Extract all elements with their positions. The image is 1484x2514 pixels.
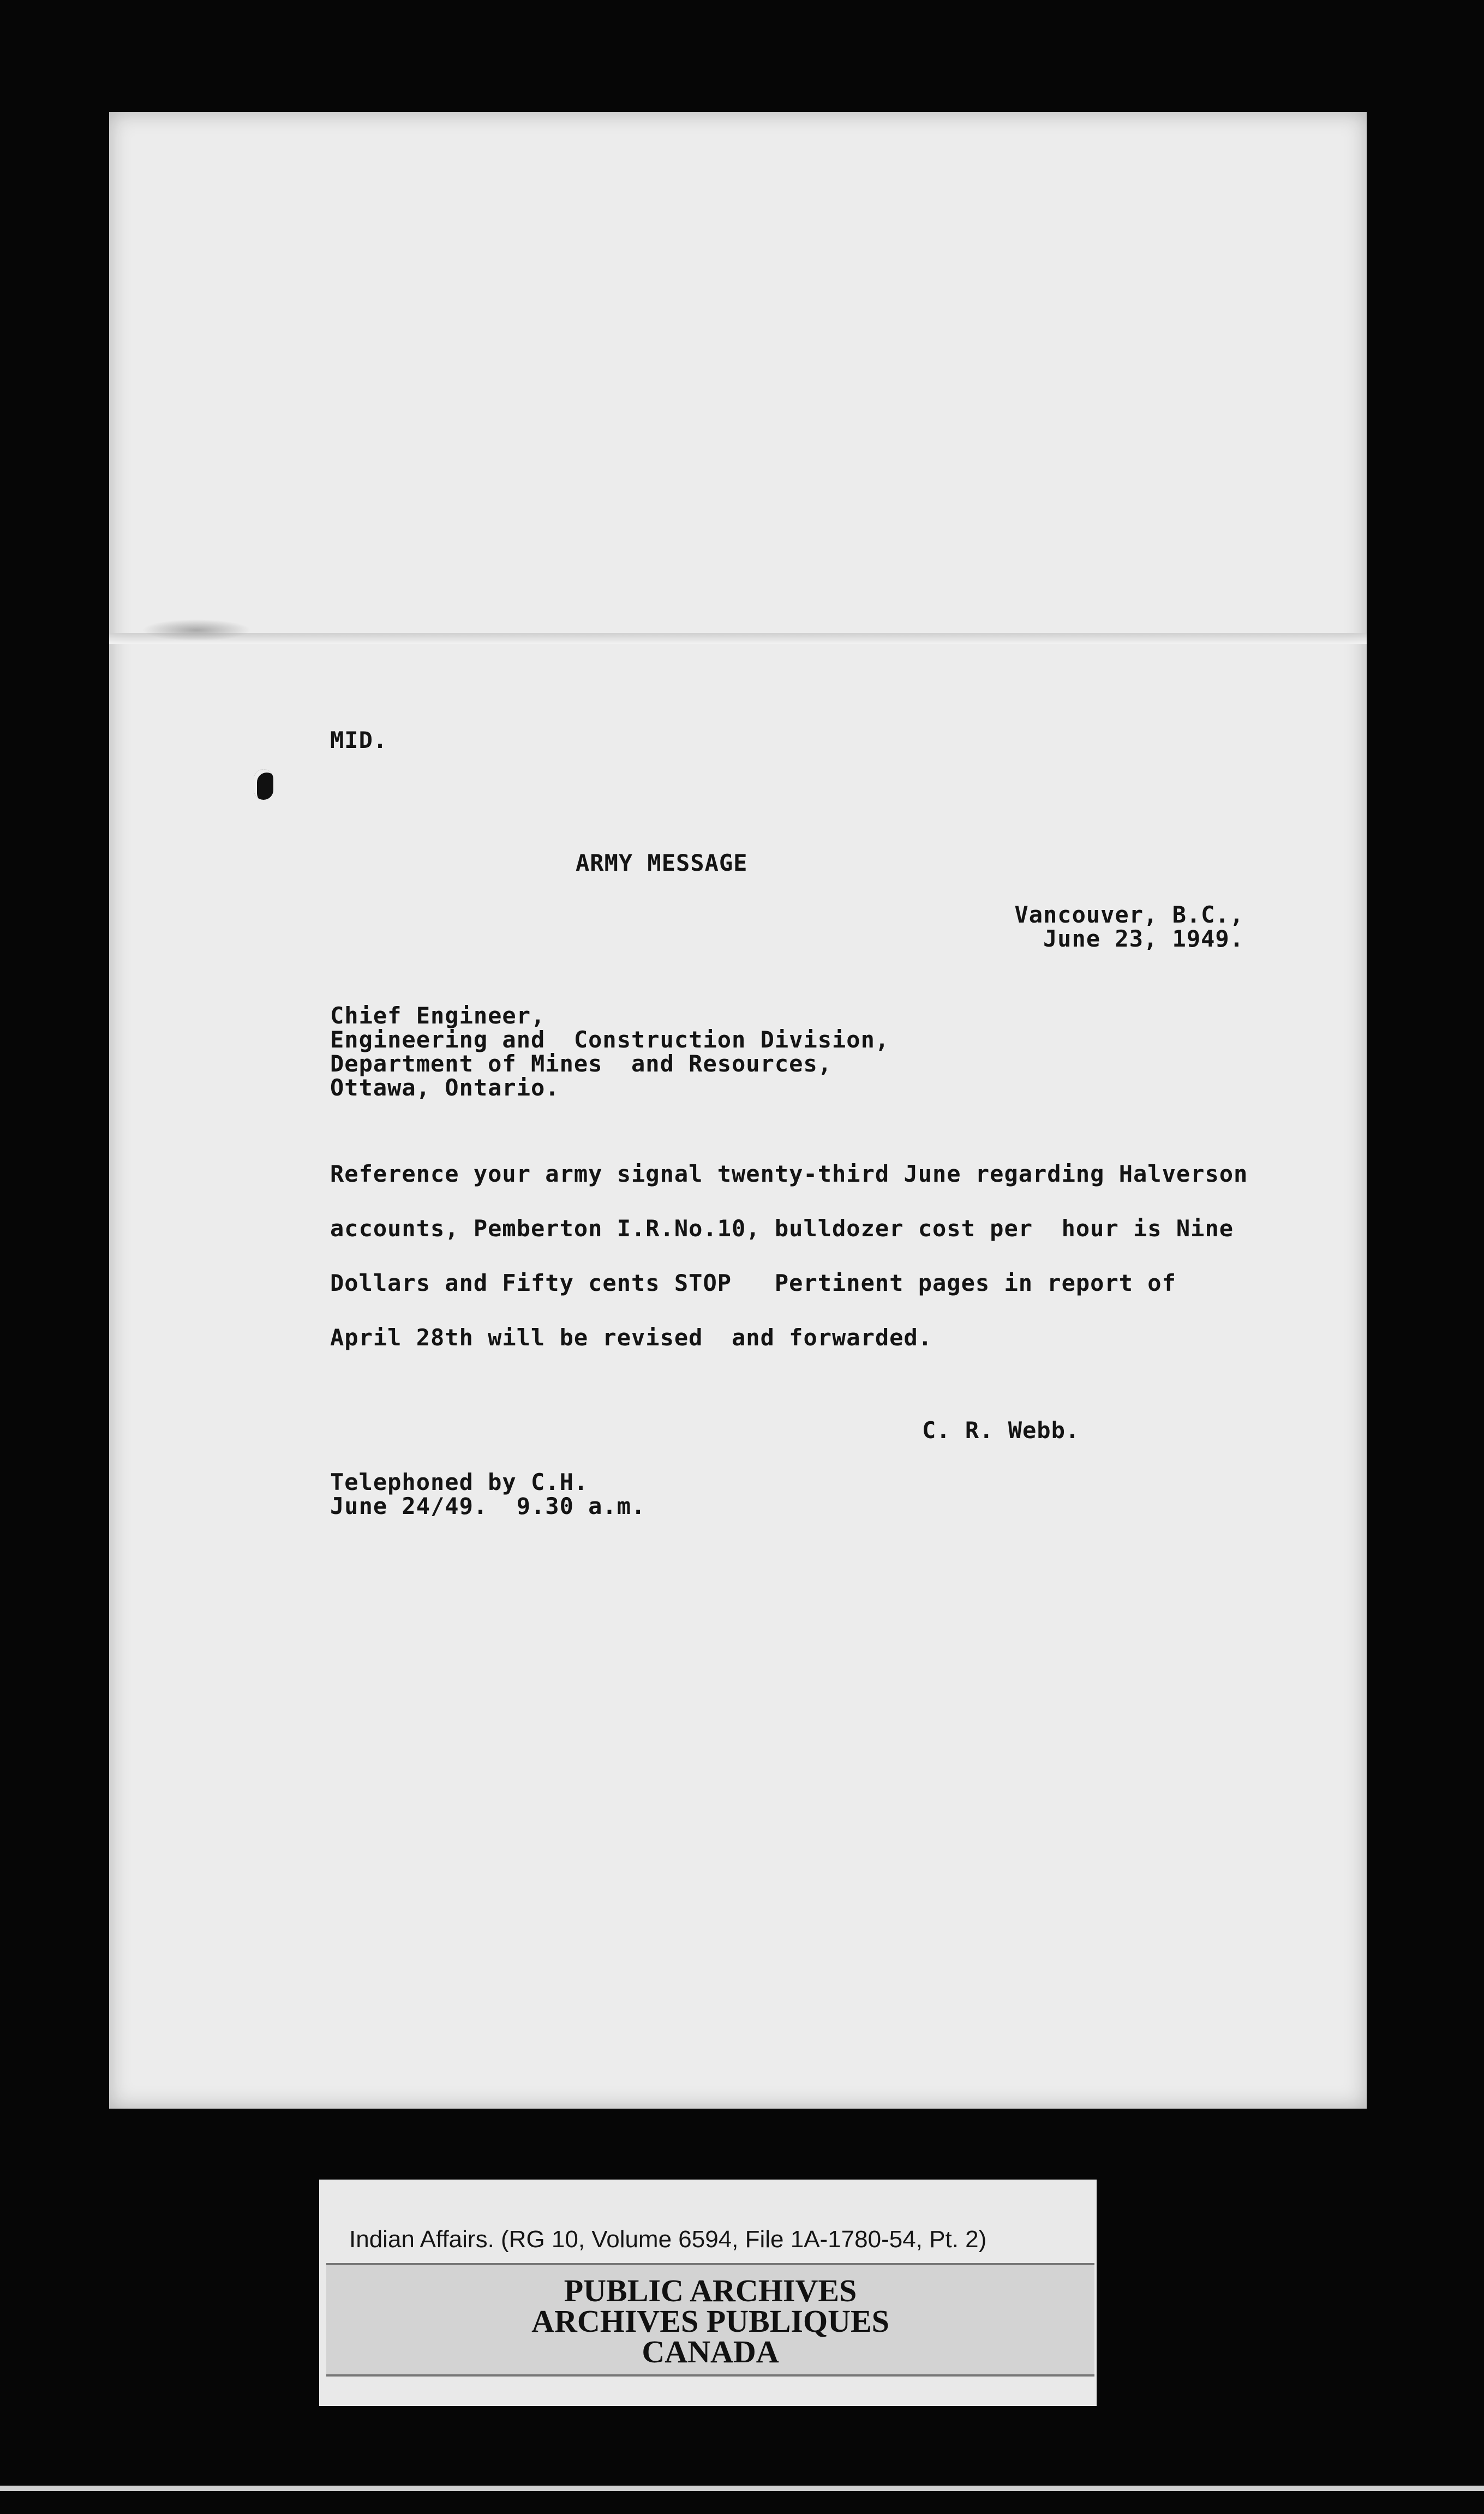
- body-line: Dollars and Fifty cents STOP Pertinent pages in report of: [330, 1270, 1176, 1296]
- address-line: Chief Engineer,: [330, 1002, 546, 1029]
- paper-clip-mark: [254, 769, 273, 800]
- recipient-address: [330, 1004, 889, 1100]
- signature: C. R. Webb.: [922, 1417, 1080, 1444]
- document-page: [109, 112, 1367, 2109]
- body-line: April 28th will be revised and forwarded.: [330, 1324, 933, 1351]
- message-title: ARMY MESSAGE: [576, 849, 748, 876]
- address-line: Department of Mines and Resources,: [330, 1050, 833, 1077]
- telephoned-line: Telephoned by C.H.: [330, 1469, 589, 1495]
- stamp-line: ARCHIVES PUBLIQUES: [531, 2303, 889, 2339]
- place-date-block: [1014, 903, 1244, 951]
- body-line: accounts, Pemberton I.R.No.10, bulldozer cost per hour is Nine: [330, 1215, 1234, 1242]
- fold-smudge: [142, 619, 251, 641]
- bottom-rule: [0, 2486, 1484, 2491]
- place-line: Vancouver, B.C.,: [1014, 901, 1244, 928]
- archive-stamp: [326, 2263, 1094, 2377]
- telephoned-note: [330, 1470, 645, 1518]
- body-line: Reference your army signal twenty-third June regarding Halverson: [330, 1160, 1248, 1187]
- address-line: Engineering and Construction Division,: [330, 1026, 890, 1053]
- file-reference: MID.: [330, 727, 388, 753]
- address-line: Ottawa, Ontario.: [330, 1074, 560, 1101]
- stamp-line: PUBLIC ARCHIVES: [564, 2273, 857, 2308]
- archive-reference: Indian Affairs. (RG 10, Volume 6594, File 1A-1780-54, Pt. 2): [349, 2226, 987, 2253]
- stamp-line: CANADA: [642, 2334, 779, 2369]
- telephoned-line: June 24/49. 9.30 a.m.: [330, 1493, 646, 1519]
- date-line: June 23, 1949.: [1043, 925, 1244, 952]
- page-fold: [109, 633, 1367, 644]
